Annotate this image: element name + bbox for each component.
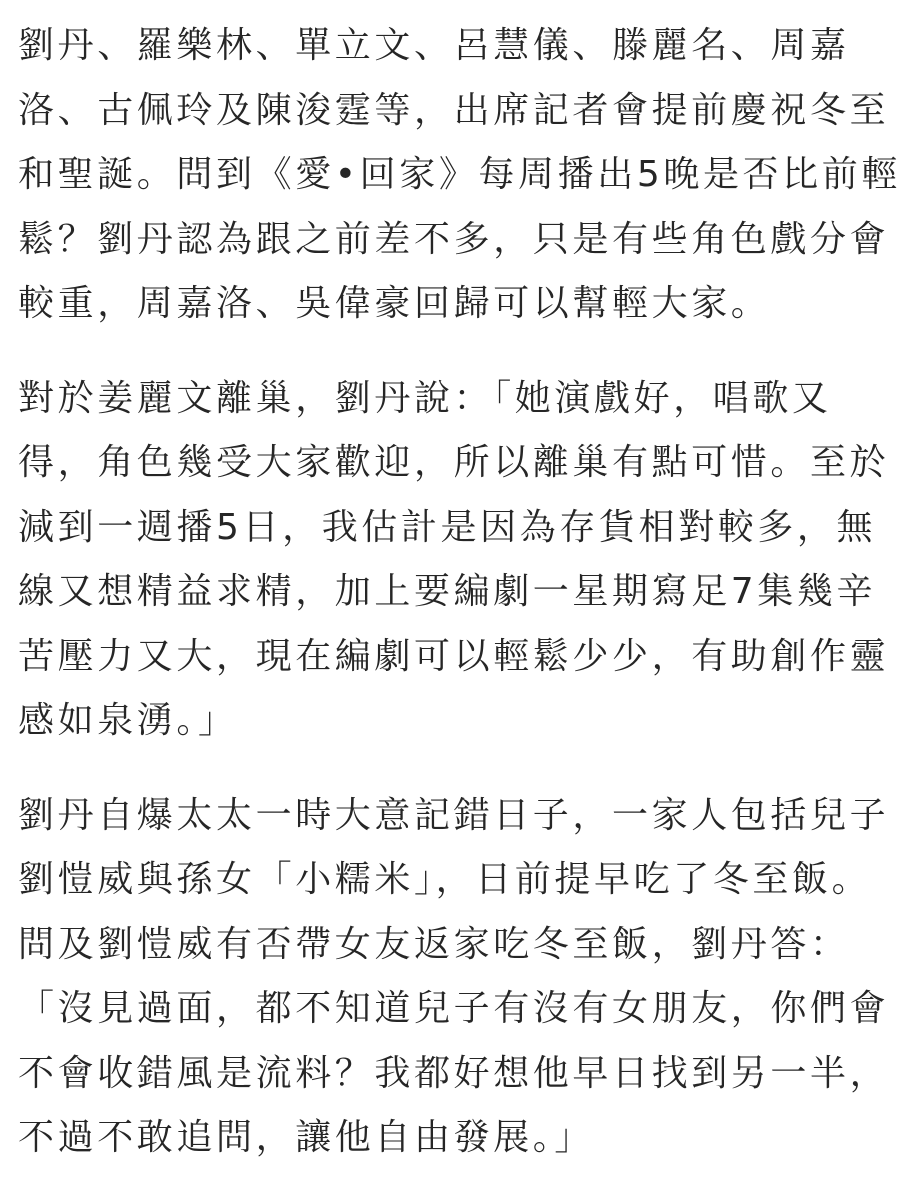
text-line: 劉丹、羅樂林、單立文、呂慧儀、滕麗名、周嘉 <box>18 25 850 66</box>
paragraph-2 <box>18 367 898 754</box>
article-body <box>18 14 901 1201</box>
text-line: 不會收錯風是流料？我都好想他早日找到另一半， <box>18 1052 890 1094</box>
text-line: 苦壓力又大，現在編劇可以輕鬆少少，有助創作靈 <box>18 635 890 677</box>
text-line: 洛、古佩玲及陳浚霆等，出席記者會提前慶祝冬至 <box>18 89 890 131</box>
text-line: 和聖誕。問到《愛•回家》每周播出5晚是否比前輕 <box>18 154 901 195</box>
text-line: 「沒見過面，都不知道兒子有沒有女朋友，你們會 <box>18 988 890 1029</box>
text-line: 劉丹自爆太太一時大意記錯日子，一家人包括兒子 <box>18 794 890 836</box>
text-line: 劉愷威與孫女「小糯米」，日前提早吃了冬至飯。 <box>18 859 872 900</box>
text-line: 鬆？劉丹認為跟之前差不多，只是有些角色戲分會 <box>18 218 890 260</box>
text-line: 線又想精益求精，加上要編劇一星期寫足7集幾辛 <box>18 571 877 612</box>
text-line: 問及劉愷威有否帶女友返家吃冬至飯，劉丹答： <box>18 923 850 965</box>
text-line: 得，角色幾受大家歡迎，所以離巢有點可惜。至於 <box>18 442 890 483</box>
text-line: 對於姜麗文離巢，劉丹說：「她演戲好，唱歌又 <box>18 377 832 419</box>
text-line: 不過不敢追問，讓他自由發展。」 <box>18 1117 595 1158</box>
paragraph-1 <box>18 14 901 337</box>
text-line: 感如泉湧。」 <box>18 700 238 741</box>
text-line: 減到一週播5日，我估計是因為存貨相對較多，無 <box>18 506 877 548</box>
text-line: 較重，周嘉洛、吳偉豪回歸可以幫輕大家。 <box>18 283 771 324</box>
paragraph-3 <box>18 784 898 1171</box>
